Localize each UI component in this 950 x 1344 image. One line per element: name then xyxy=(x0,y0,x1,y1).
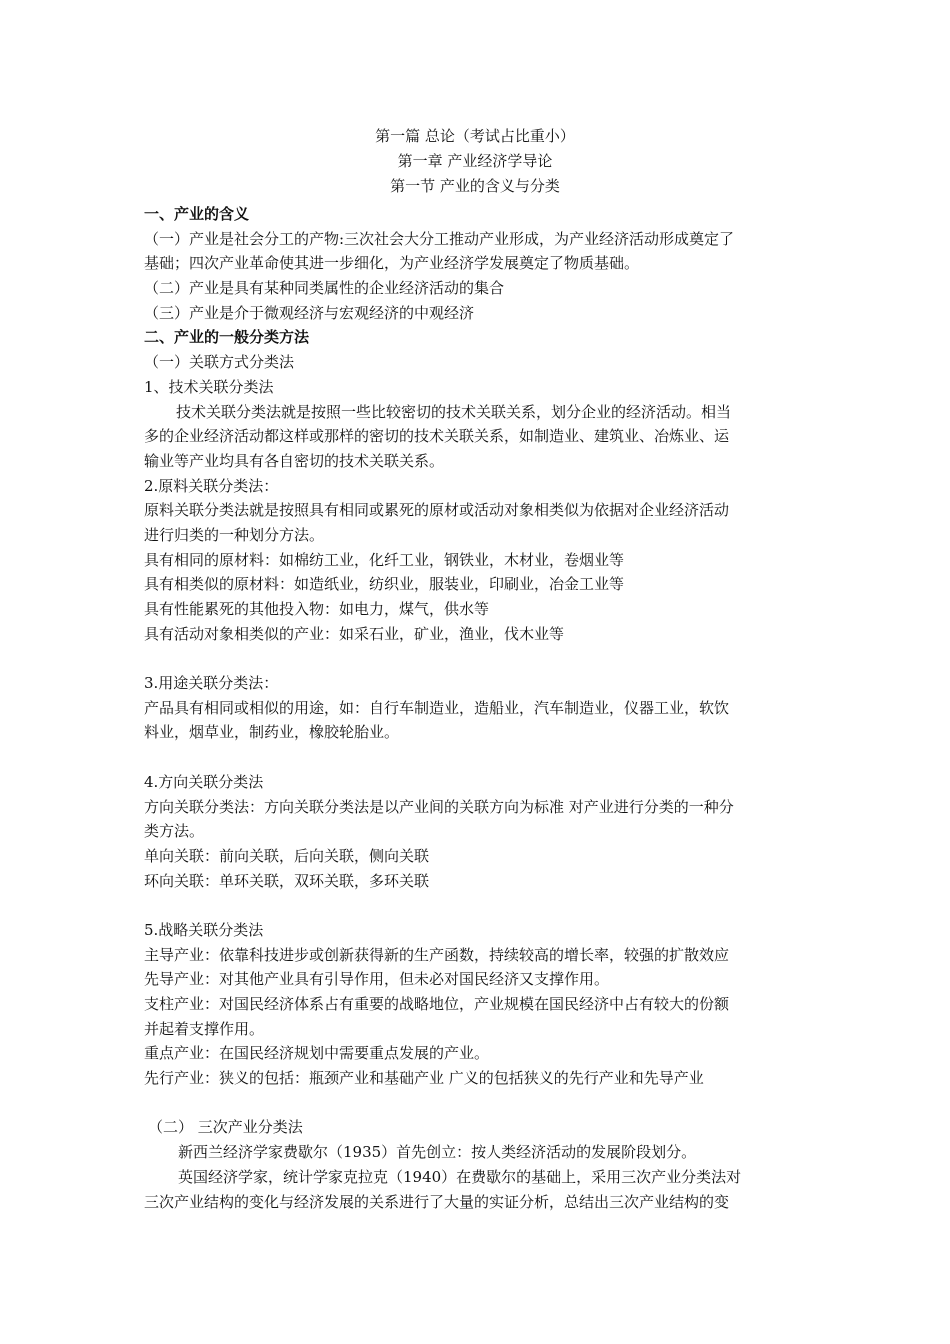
paragraph-line: 原料关联分类法就是按照具有相同或累死的原材或活动对象相类似为依据对企业经济活动 xyxy=(144,501,730,520)
paragraph-line: 进行归类的一种划分方法。 xyxy=(144,525,325,544)
paragraph-line: 先导产业：对其他产业具有引导作用，但未必对国民经济又支撑作用。 xyxy=(144,970,610,989)
document-body xyxy=(144,202,816,1214)
paragraph-line: 具有活动对象相类似的产业：如采石业，矿业，渔业，伐木业等 xyxy=(144,624,565,643)
blank-line xyxy=(144,745,816,770)
subheading-association: （一）关联方式分类法 xyxy=(144,353,295,372)
paragraph-line: 先行产业：狭义的包括：瓶颈产业和基础产业 广义的包括狭义的先行产业和先导产业 xyxy=(144,1069,704,1088)
item-heading-direction: 4.方向关联分类法 xyxy=(144,772,264,791)
paragraph-line: 基础；四次产业革命使其进一步细化，为产业经济学发展奠定了物质基础。 xyxy=(144,254,640,273)
paragraph-line: 料业，烟草业，制药业，橡胶轮胎业。 xyxy=(144,723,400,742)
paragraph-line: 环向关联：单环关联，双环关联，多环关联 xyxy=(144,871,430,890)
heading-industry-meaning: 一、产业的含义 xyxy=(144,205,250,223)
item-heading-material: 2.原料关联分类法： xyxy=(144,476,279,495)
paragraph-line: 具有性能累死的其他投入物：如电力，煤气，供水等 xyxy=(144,600,490,618)
paragraph-line: 类方法。 xyxy=(144,822,205,841)
paragraph-line: 支柱产业：对国民经济体系占有重要的战略地位，产业规模在国民经济中占有较大的份额 xyxy=(144,995,730,1013)
paragraph-line: 单向关联：前向关联，后向关联，侧向关联 xyxy=(144,846,430,865)
paragraph-line: （一）产业是社会分工的产物:三次社会大分工推动产业形成，为产业经济活动形成奠定了 xyxy=(144,229,735,248)
section-title: 第一节 产业的含义与分类 xyxy=(390,177,560,195)
paragraph-line: 输业等产业均具有各自密切的技术关联关系。 xyxy=(144,451,445,470)
paragraph-line: 方向关联分类法：方向关联分类法是以产业间的关联方向为标准 对产业进行分类的一种分 xyxy=(144,797,734,816)
blank-line xyxy=(144,1091,816,1116)
paragraph-line: 新西兰经济学家费歇尔（1935）首先创立：按人类经济活动的发展阶段划分。 xyxy=(178,1143,697,1162)
paragraph-line: 多的企业经济活动都这样或那样的密切的技术关联关系，如制造业、建筑业、冶炼业、运 xyxy=(144,427,730,446)
paragraph-line: 具有相同的原材料：如棉纺工业，化纤工业，钢铁业，木材业，卷烟业等 xyxy=(144,550,625,569)
item-heading-usage: 3.用途关联分类法： xyxy=(144,674,279,693)
chapter-title: 第一章 产业经济学导论 xyxy=(397,152,553,170)
heading-classification-methods: 二、产业的一般分类方法 xyxy=(144,328,310,347)
paragraph-line: 重点产业：在国民经济规划中需要重点发展的产业。 xyxy=(144,1044,490,1063)
item-heading-strategic: 5.战略关联分类法 xyxy=(144,920,264,939)
paragraph-line: 三次产业结构的变化与经济发展的关系进行了大量的实证分析，总结出三次产业结构的变 xyxy=(144,1192,730,1211)
paragraph-line: 具有相类似的原材料：如造纸业，纺织业，服装业，印刷业，冶金工业等 xyxy=(144,575,625,594)
paragraph-line: （二）产业是具有某种同类属性的企业经济活动的集合 xyxy=(144,279,505,298)
paragraph-line: 产品具有相同或相似的用途，如：自行车制造业，造船业，汽车制造业，仪器工业，软饮 xyxy=(144,698,730,717)
title-block xyxy=(0,124,950,199)
subheading-three-sectors: （二） 三次产业分类法 xyxy=(148,1118,303,1137)
paragraph-line: 并起着支撑作用。 xyxy=(144,1019,265,1038)
paragraph-line: 英国经济学家，统计学家克拉克（1940）在费歇尔的基础上，采用三次产业分类法对 xyxy=(178,1167,742,1186)
blank-line xyxy=(144,646,816,671)
paragraph-line: （三）产业是介于微观经济与宏观经济的中观经济 xyxy=(144,303,475,322)
paragraph-line: 技术关联分类法就是按照一些比较密切的技术关联关系，划分企业的经济活动。相当 xyxy=(176,402,732,421)
part-title: 第一篇 总论（考试占比重小） xyxy=(375,127,575,145)
item-heading-technical: 1、技术关联分类法 xyxy=(144,377,274,396)
paragraph-line: 主导产业：依靠科技进步或创新获得新的生产函数，持续较高的增长率，较强的扩散效应 xyxy=(144,945,730,964)
blank-line xyxy=(144,893,816,918)
